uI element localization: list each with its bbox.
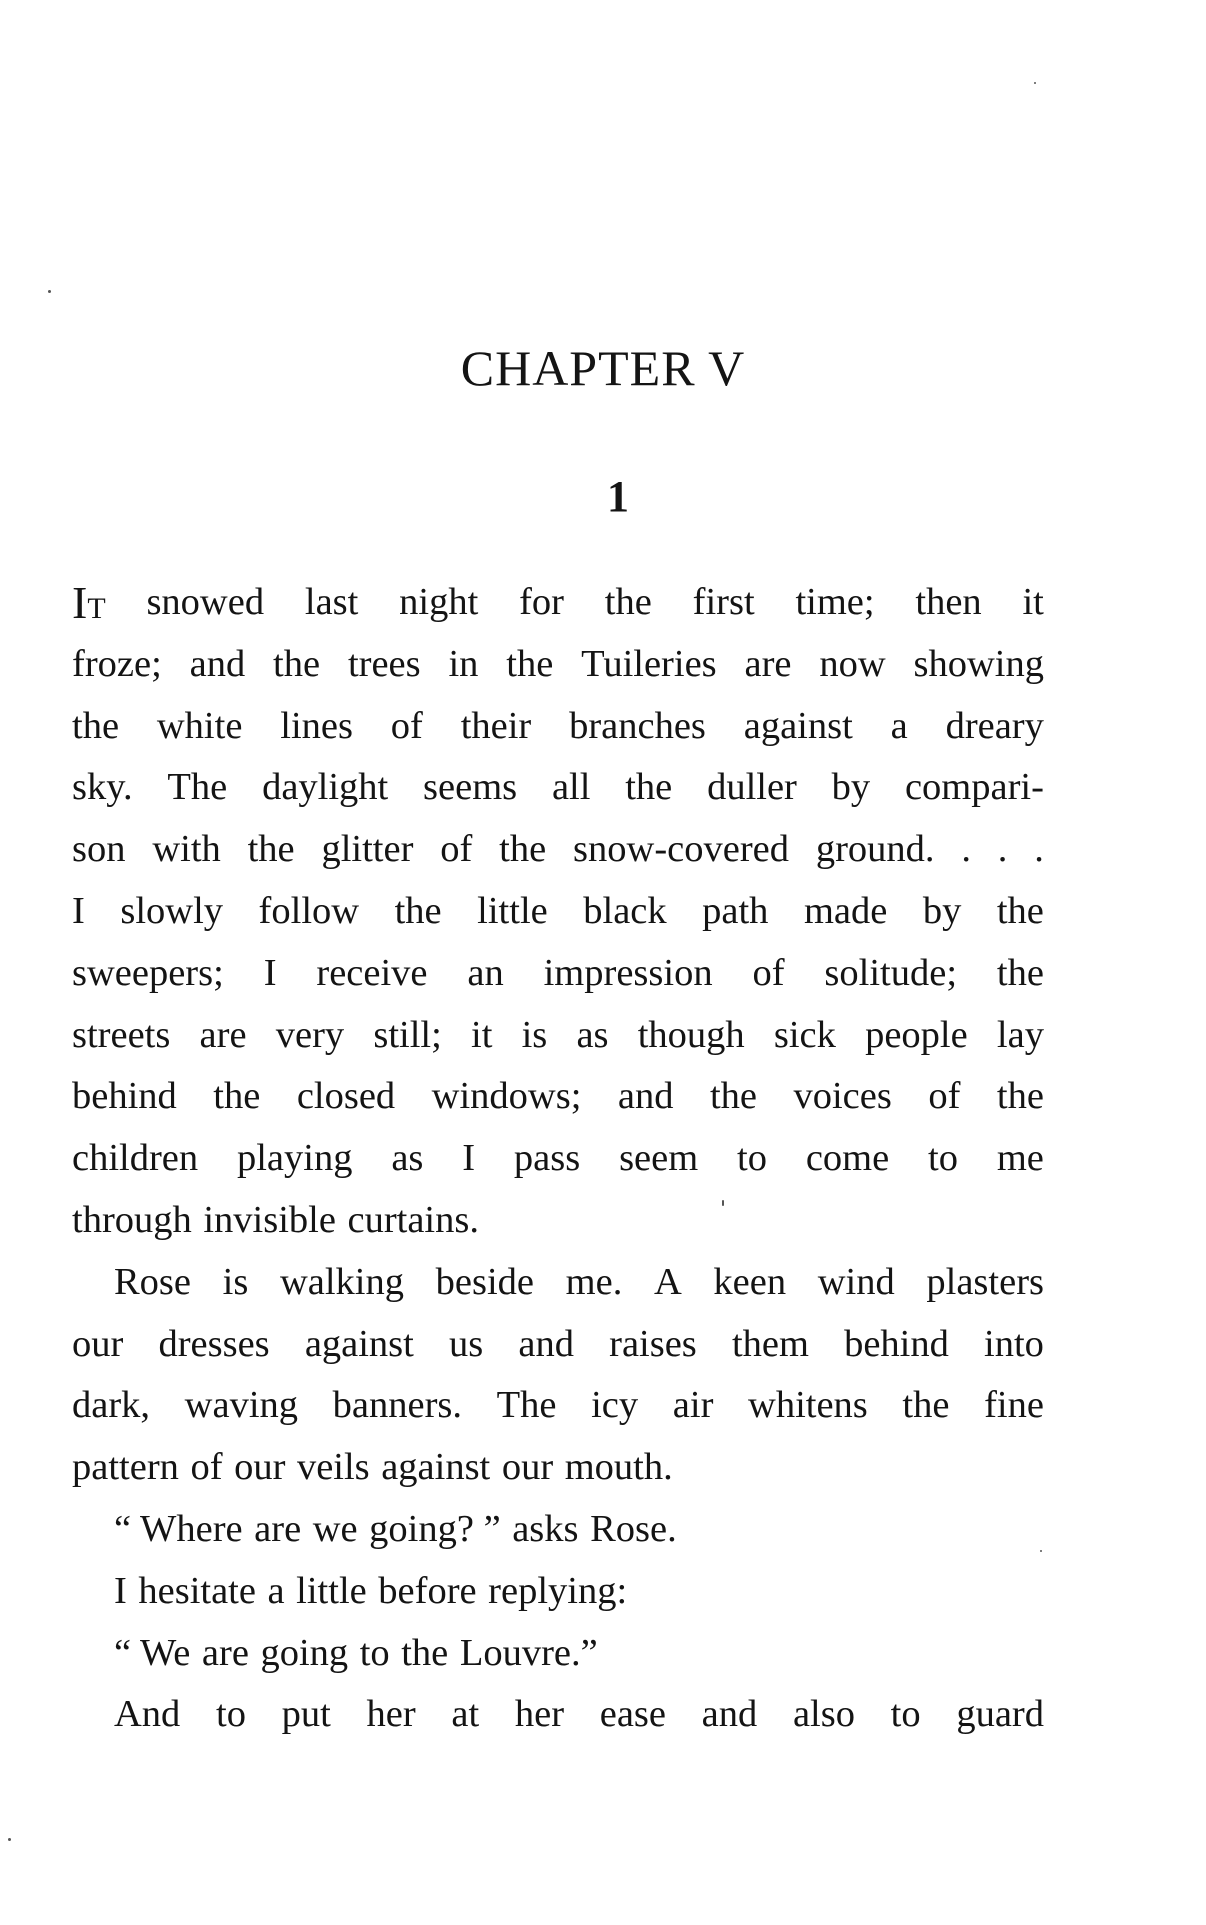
word: walking xyxy=(279,1260,405,1303)
word: whitens xyxy=(748,1384,868,1427)
word: for xyxy=(519,581,564,623)
word: their xyxy=(460,704,532,747)
word: going? ” xyxy=(369,1507,501,1550)
word: streets xyxy=(72,1013,171,1056)
word: the xyxy=(709,1075,757,1118)
word: I xyxy=(72,889,85,932)
word: as xyxy=(576,1013,609,1056)
word: . xyxy=(997,828,1008,871)
word: voices xyxy=(793,1075,892,1118)
word: veils xyxy=(296,1446,370,1489)
word: of xyxy=(752,951,785,994)
text-line xyxy=(72,1128,1044,1190)
word: replying: xyxy=(488,1569,628,1612)
word: as xyxy=(391,1137,424,1180)
word: little xyxy=(477,889,548,932)
text-line xyxy=(72,1252,1044,1314)
word: fine xyxy=(984,1384,1044,1427)
word: of xyxy=(928,1075,961,1118)
word: guard xyxy=(956,1693,1044,1736)
word: the xyxy=(247,828,295,871)
word: a xyxy=(890,704,908,747)
text-line xyxy=(72,1190,1044,1252)
word: invisible xyxy=(203,1198,336,1241)
word: windows; xyxy=(431,1075,582,1118)
word: her xyxy=(514,1693,565,1736)
word: dreary xyxy=(945,704,1044,747)
word: our xyxy=(72,1322,124,1365)
word: ease xyxy=(599,1693,666,1736)
word: are xyxy=(201,1631,249,1674)
paper-speck xyxy=(1034,82,1036,84)
word: the xyxy=(213,1075,261,1118)
word: a xyxy=(267,1569,285,1612)
word: receive xyxy=(316,951,428,994)
word: the xyxy=(996,1075,1044,1118)
text-line xyxy=(72,1375,1044,1437)
word: night xyxy=(399,581,479,623)
word: the xyxy=(506,642,554,685)
word: the xyxy=(902,1384,950,1427)
word: “ Where xyxy=(114,1507,243,1550)
word: our xyxy=(501,1446,554,1489)
text-line xyxy=(72,757,1044,819)
word: it xyxy=(471,1013,493,1056)
word: very xyxy=(275,1013,345,1056)
word: lines xyxy=(280,704,353,747)
word: the xyxy=(273,642,321,685)
word: an xyxy=(467,951,504,994)
word: the xyxy=(499,828,547,871)
text-line xyxy=(72,881,1044,943)
word: ground. xyxy=(815,828,935,871)
word: lay xyxy=(996,1013,1044,1056)
word: slowly xyxy=(120,889,224,932)
word: snow-covered xyxy=(573,828,789,871)
word: behind xyxy=(844,1322,949,1365)
word: and xyxy=(518,1322,574,1365)
word: dresses xyxy=(158,1322,270,1365)
word: “ We xyxy=(114,1631,191,1674)
word: raises xyxy=(609,1322,697,1365)
word: pass xyxy=(513,1137,581,1180)
word: the xyxy=(72,704,120,747)
text-line xyxy=(72,1499,1044,1561)
text-line xyxy=(72,819,1044,881)
paper-speck xyxy=(722,1200,724,1206)
word: of xyxy=(440,828,473,871)
word: dark, xyxy=(72,1384,151,1427)
word: the xyxy=(996,889,1044,932)
word: before xyxy=(378,1569,477,1612)
word: mouth. xyxy=(564,1446,673,1489)
word: of xyxy=(390,704,423,747)
word: to xyxy=(737,1137,767,1180)
word: now xyxy=(819,642,886,685)
text-line xyxy=(72,696,1044,758)
paper-speck xyxy=(8,1838,11,1841)
word: A xyxy=(653,1260,682,1303)
word: I xyxy=(263,951,277,994)
word: pattern xyxy=(72,1446,179,1489)
text-line xyxy=(72,1623,1044,1685)
word: into xyxy=(984,1322,1044,1365)
word: path xyxy=(702,889,769,932)
word: keen xyxy=(713,1260,787,1303)
word: with xyxy=(152,828,221,871)
word: black xyxy=(583,889,667,932)
opening-word xyxy=(72,572,106,634)
word: also xyxy=(792,1693,855,1736)
drop-cap: I xyxy=(72,577,88,628)
word: them xyxy=(731,1322,809,1365)
text-line xyxy=(72,1437,1044,1499)
word: sky. xyxy=(72,766,133,809)
word: are xyxy=(254,1507,302,1550)
body-text xyxy=(72,572,1044,1746)
word: behind xyxy=(72,1075,177,1118)
word: at xyxy=(451,1693,480,1736)
word: our xyxy=(234,1446,286,1489)
word: we xyxy=(312,1507,358,1550)
chapter-title: CHAPTER V xyxy=(460,340,746,396)
word: plasters xyxy=(926,1260,1044,1303)
word: going xyxy=(260,1631,349,1674)
word: Rose. xyxy=(590,1507,677,1550)
word: against xyxy=(304,1322,414,1365)
word: trees xyxy=(347,642,421,685)
word: are xyxy=(744,642,792,685)
word: then xyxy=(915,581,982,623)
word: follow xyxy=(258,889,360,932)
word: and xyxy=(701,1693,758,1736)
word: solitude; xyxy=(824,951,958,994)
text-line xyxy=(72,1561,1044,1623)
word: . xyxy=(1034,828,1044,871)
word: compari- xyxy=(904,766,1044,809)
text-line xyxy=(72,1066,1044,1128)
word: snowed xyxy=(146,581,265,623)
word: seem xyxy=(619,1137,699,1180)
word: to xyxy=(216,1693,246,1736)
word: to xyxy=(359,1631,390,1674)
word: The xyxy=(496,1384,557,1427)
word: And xyxy=(114,1693,181,1736)
word: me. xyxy=(565,1260,623,1303)
word: seems xyxy=(423,766,518,809)
word: son xyxy=(72,828,126,871)
word: of xyxy=(190,1446,223,1489)
word: hesitate xyxy=(138,1569,256,1612)
word: Tuileries xyxy=(581,642,717,685)
word: and xyxy=(189,642,246,685)
word: sweepers; xyxy=(72,951,224,994)
word: impression xyxy=(543,951,713,994)
section-number: 1 xyxy=(607,472,629,521)
text-line xyxy=(72,1005,1044,1067)
word: froze; xyxy=(72,642,162,685)
word: Rose xyxy=(114,1260,191,1303)
word: though xyxy=(637,1013,745,1056)
word: The xyxy=(167,766,228,809)
paper-speck xyxy=(48,290,51,293)
word: all xyxy=(551,766,591,809)
word: . xyxy=(961,828,971,871)
word: banners. xyxy=(332,1384,462,1427)
word: the xyxy=(394,889,442,932)
word: daylight xyxy=(262,766,389,809)
word: glitter xyxy=(321,828,414,871)
word: people xyxy=(865,1013,968,1056)
word: put xyxy=(281,1693,331,1736)
word: showing xyxy=(913,642,1044,685)
word: little xyxy=(296,1569,367,1612)
word: us xyxy=(449,1322,484,1365)
word: branches xyxy=(569,704,706,747)
word: me xyxy=(996,1137,1044,1180)
word: white xyxy=(156,704,243,747)
word: I xyxy=(114,1569,127,1612)
word: time; xyxy=(795,581,875,623)
word: it xyxy=(1022,581,1044,623)
word: against xyxy=(743,704,853,747)
word: waving xyxy=(184,1384,299,1427)
small-caps: T xyxy=(87,592,106,625)
word: to xyxy=(928,1137,958,1180)
word: beside xyxy=(435,1260,535,1303)
word: by xyxy=(831,766,871,809)
word: is xyxy=(222,1260,249,1303)
text-line xyxy=(72,634,1044,696)
word: children xyxy=(72,1137,199,1180)
word: is xyxy=(521,1013,548,1056)
word: asks xyxy=(512,1507,579,1550)
word: closed xyxy=(296,1075,396,1118)
word: wind xyxy=(817,1260,895,1303)
word: still; xyxy=(373,1013,442,1056)
word: last xyxy=(304,581,359,623)
word: in xyxy=(448,642,479,685)
word: Louvre.” xyxy=(459,1631,598,1674)
word: the xyxy=(625,766,673,809)
text-line xyxy=(72,943,1044,1005)
word: icy xyxy=(591,1384,639,1427)
word: through xyxy=(72,1198,192,1241)
word: first xyxy=(692,581,755,623)
word: are xyxy=(199,1013,247,1056)
word: I xyxy=(462,1137,476,1180)
text-line xyxy=(72,1684,1044,1746)
word: duller xyxy=(707,766,797,809)
word: her xyxy=(366,1693,416,1736)
word: by xyxy=(922,889,962,932)
word: the xyxy=(996,951,1044,994)
word: air xyxy=(672,1384,714,1427)
paper-speck xyxy=(1040,1550,1042,1552)
word: to xyxy=(890,1693,921,1736)
word: made xyxy=(803,889,888,932)
word: and xyxy=(617,1075,674,1118)
word: the xyxy=(604,581,652,623)
word: against xyxy=(381,1446,491,1489)
word: come xyxy=(805,1137,890,1180)
word: the xyxy=(401,1631,449,1674)
word: curtains. xyxy=(347,1198,479,1241)
word: playing xyxy=(236,1137,353,1180)
text-line xyxy=(72,572,1044,634)
word: sick xyxy=(773,1013,836,1056)
text-line xyxy=(72,1314,1044,1376)
